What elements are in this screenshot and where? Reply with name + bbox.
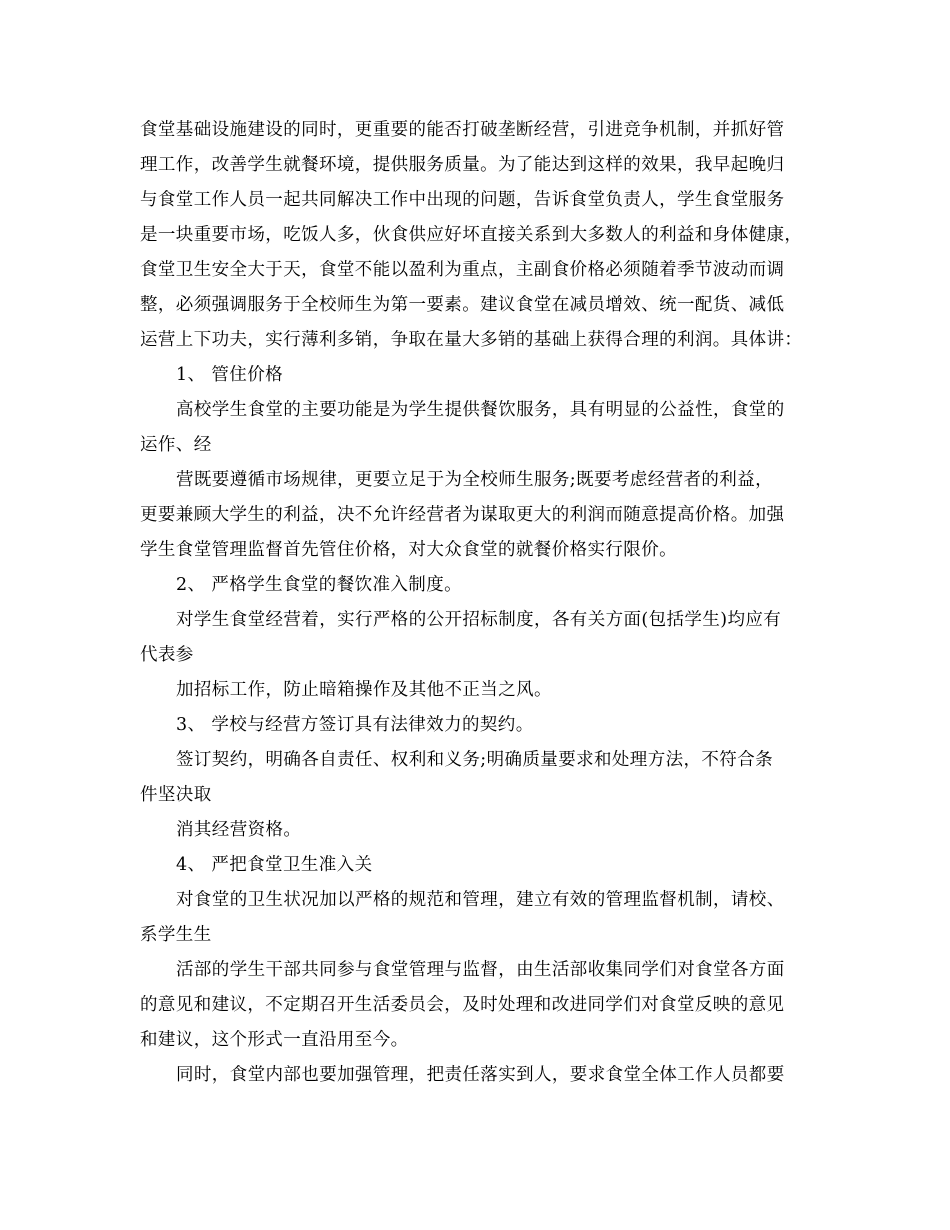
body-text-line: 对学生食堂经营着，实行严格的公开招标制度，各有关方面(包括学生)均应有 [176,610,782,630]
section-heading: 3、 学校与经营方签订具有法律效力的契约。 [176,715,534,735]
body-text-line: 是一块重要市场，吃饭人多，伙食供应好坏直接关系到大多数人的利益和身体健康， [140,225,803,245]
body-text-line: 代表参 [140,645,194,665]
body-text-line: 对食堂的卫生状况加以严格的规范和管理，建立有效的管理监督机制，请校、 [176,890,785,910]
body-text-line: 加招标工作，防止暗箱操作及其他不正当之风。 [176,680,552,700]
body-text-line: 高校学生食堂的主要功能是为学生提供餐饮服务，具有明显的公益性，食堂的 [176,400,785,420]
body-text-line: 签订契约，明确各自责任、权利和义务;明确质量要求和处理方法，不符合条 [176,750,773,770]
body-text-line: 的意见和建议，不定期召开生活委员会，及时处理和改进同学们对食堂反映的意见 [140,995,785,1015]
body-text-line: 食堂基础设施建设的同时，更重要的能否打破垄断经营，引进竞争机制，并抓好管 [140,120,785,140]
body-text-line: 件坚决取 [140,785,212,805]
body-text-line: 整，必须强调服务于全校师生为第一要素。建议食堂在减员增效、统一配货、减低 [140,295,785,315]
section-heading: 1、 管住价格 [176,365,283,385]
body-text-line: 食堂卫生安全大于天，食堂不能以盈利为重点，主副食价格必须随着季节波动而调 [140,260,785,280]
body-text-line: 运作、经 [140,435,212,455]
body-text-line: 与食堂工作人员一起共同解决工作中出现的问题，告诉食堂负责人，学生食堂服务 [140,190,785,210]
body-text-line: 营既要遵循市场规律，更要立足于为全校师生服务;既要考虑经营者的利益， [176,470,773,490]
body-text-line: 更要兼顾大学生的利益，决不允许经营者为谋取更大的利润而随意提高价格。加强 [140,505,785,525]
body-text-line: 学生食堂管理监督首先管住价格，对大众食堂的就餐价格实行限价。 [140,540,677,560]
section-heading: 4、 严把食堂卫生准入关 [176,855,373,875]
body-text-line: 运营上下功夫，实行薄利多销，争取在量大多销的基础上获得合理的利润。具体讲： [140,330,803,350]
body-text-line: 和建议，这个形式一直沿用至今。 [140,1030,409,1050]
body-text-line: 同时，食堂内部也要加强管理，把责任落实到人，要求食堂全体工作人员都要 [176,1065,785,1085]
body-text-line: 系学生生 [140,925,212,945]
body-text-line: 理工作，改善学生就餐环境，提供服务质量。为了能达到这样的效果，我早起晚归 [140,155,785,175]
body-text-line: 活部的学生干部共同参与食堂管理与监督，由生活部收集同学们对食堂各方面 [176,960,785,980]
body-text-line: 消其经营资格。 [176,820,302,840]
section-heading: 2、 严格学生食堂的餐饮准入制度。 [176,575,462,595]
